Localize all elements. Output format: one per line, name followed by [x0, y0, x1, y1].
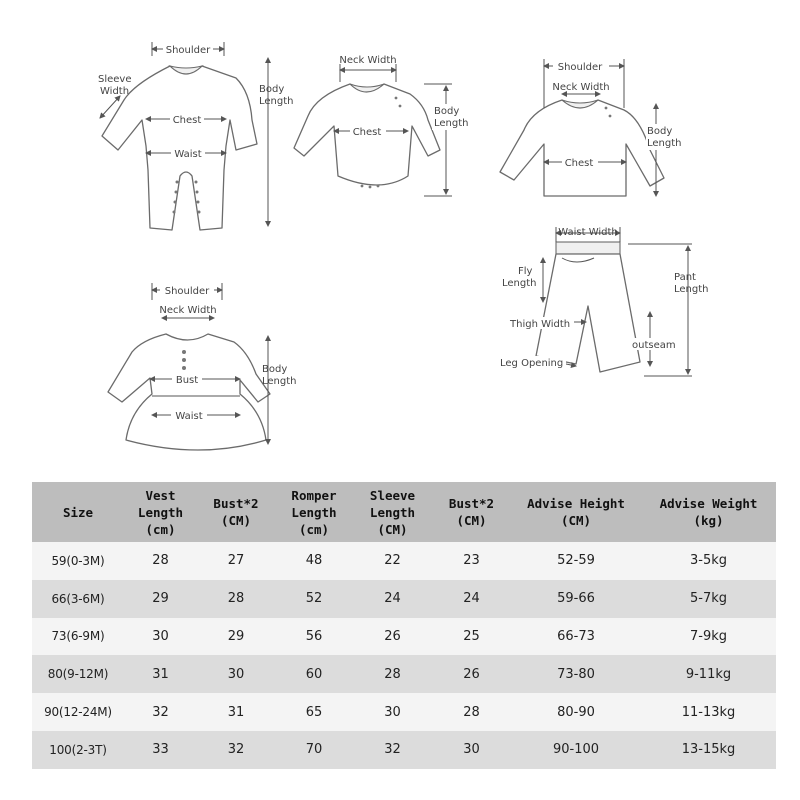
table-row	[32, 542, 776, 580]
header-bust-2: Bust*2 (CM)	[432, 482, 511, 542]
cell-bust-2: 24	[432, 580, 511, 618]
cell-bust-2: 28	[432, 693, 511, 731]
dress-buttons	[182, 350, 186, 370]
cell-vest-length: 31	[124, 655, 197, 693]
cell-size: 80(9-12M)	[32, 655, 124, 693]
cell-sleeve-length: 28	[353, 655, 432, 693]
cell-bust-1: 32	[197, 731, 275, 769]
cell-advise-weight: 5-7kg	[641, 580, 776, 618]
pants-waist-width-label: Waist Width	[558, 227, 618, 238]
table-row	[32, 618, 776, 656]
table-header-row	[32, 482, 776, 542]
header-bust-1: Bust*2 (CM)	[197, 482, 275, 542]
shirt-chest-label: Chest	[564, 158, 594, 169]
shirt-diagram	[500, 59, 682, 196]
cell-romper-length: 48	[275, 542, 353, 580]
table-row	[32, 580, 776, 618]
cell-sleeve-length: 26	[353, 618, 432, 656]
pants-leg-opening-label: Leg Opening	[500, 358, 564, 369]
cell-sleeve-length: 30	[353, 693, 432, 731]
cell-bust-2: 23	[432, 542, 511, 580]
dress-diagram	[108, 283, 297, 450]
romper-diagram	[98, 42, 294, 230]
romper-shoulder-label: Shoulder	[165, 45, 211, 56]
romper-length-label: Length	[259, 96, 294, 107]
cell-advise-weight: 3-5kg	[641, 542, 776, 580]
pants-fly-label: Fly	[518, 266, 533, 277]
cell-sleeve-length: 32	[353, 731, 432, 769]
cell-advise-height: 73-80	[511, 655, 641, 693]
cell-romper-length: 60	[275, 655, 353, 693]
table-row	[32, 731, 776, 769]
cell-bust-2: 25	[432, 618, 511, 656]
dress-bust-label: Bust	[175, 375, 199, 386]
header-advise-height: Advise Height (CM)	[511, 482, 641, 542]
cell-vest-length: 33	[124, 731, 197, 769]
romper-body-label: Body	[259, 84, 285, 95]
cell-vest-length: 28	[124, 542, 197, 580]
cell-vest-length: 30	[124, 618, 197, 656]
shirt-shoulder-label: Shoulder	[557, 62, 603, 73]
cell-size: 73(6-9M)	[32, 618, 124, 656]
romper-sleeve-label: Sleeve	[98, 74, 132, 85]
cell-advise-weight: 13-15kg	[641, 731, 776, 769]
cell-size: 66(3-6M)	[32, 580, 124, 618]
cell-advise-height: 66-73	[511, 618, 641, 656]
cell-advise-weight: 7-9kg	[641, 618, 776, 656]
cell-sleeve-length: 22	[353, 542, 432, 580]
cell-advise-height: 52-59	[511, 542, 641, 580]
cell-vest-length: 32	[124, 693, 197, 731]
size-chart-table	[32, 482, 776, 769]
cell-advise-height: 80-90	[511, 693, 641, 731]
bodysuit-length-label: Length	[434, 118, 469, 129]
pants-pant-length-label: Length	[674, 284, 709, 295]
cell-bust-1: 27	[197, 542, 275, 580]
cell-bust-1: 31	[197, 693, 275, 731]
romper-width-label: Width	[100, 86, 130, 97]
cell-bust-2: 30	[432, 731, 511, 769]
cell-bust-1: 28	[197, 580, 275, 618]
bodysuit-diagram	[294, 55, 472, 196]
header-size: Size	[32, 482, 124, 542]
bodysuit-neck-width-label: Neck Width	[339, 55, 397, 66]
shirt-length-label: Length	[647, 138, 682, 149]
bodysuit-chest-label: Chest	[352, 127, 382, 138]
cell-romper-length: 65	[275, 693, 353, 731]
cell-size: 59(0-3M)	[32, 542, 124, 580]
cell-sleeve-length: 24	[353, 580, 432, 618]
cell-romper-length: 52	[275, 580, 353, 618]
header-advise-weight: Advise Weight (kg)	[641, 482, 776, 542]
cell-size: 100(2-3T)	[32, 731, 124, 769]
cell-romper-length: 56	[275, 618, 353, 656]
cell-advise-height: 90-100	[511, 731, 641, 769]
cell-bust-1: 30	[197, 655, 275, 693]
pants-thigh-width-label: Thigh Width	[510, 319, 571, 330]
shirt-body-label: Body	[647, 126, 673, 137]
header-sleeve-length: Sleeve Length (CM)	[353, 482, 432, 542]
cell-advise-height: 59-66	[511, 580, 641, 618]
romper-waist-label: Waist	[174, 149, 202, 160]
table-row	[32, 693, 776, 731]
pants-outseam-label: outseam	[632, 340, 676, 351]
header-romper-length: Romper Length (cm)	[275, 482, 353, 542]
table-row	[32, 655, 776, 693]
cell-advise-weight: 9-11kg	[641, 655, 776, 693]
cell-vest-length: 29	[124, 580, 197, 618]
header-vest-length: Vest Length (cm)	[124, 482, 197, 542]
cell-advise-weight: 11-13kg	[641, 693, 776, 731]
dress-body-label: Body	[262, 364, 288, 375]
dress-waist-label: Waist	[175, 411, 203, 422]
cell-bust-2: 26	[432, 655, 511, 693]
cell-size: 90(12-24M)	[32, 693, 124, 731]
dress-length-label: Length	[262, 376, 297, 387]
bodysuit-body-label: Body	[434, 106, 460, 117]
pants-pant-label: Pant	[674, 272, 696, 283]
shirt-neck-width-label: Neck Width	[552, 82, 610, 93]
dress-shoulder-label: Shoulder	[164, 286, 210, 297]
cell-romper-length: 70	[275, 731, 353, 769]
cell-bust-1: 29	[197, 618, 275, 656]
pants-fly-length-label: Length	[502, 278, 537, 289]
dress-neck-width-label: Neck Width	[159, 305, 217, 316]
romper-chest-label: Chest	[172, 115, 202, 126]
pants-diagram	[500, 227, 709, 376]
